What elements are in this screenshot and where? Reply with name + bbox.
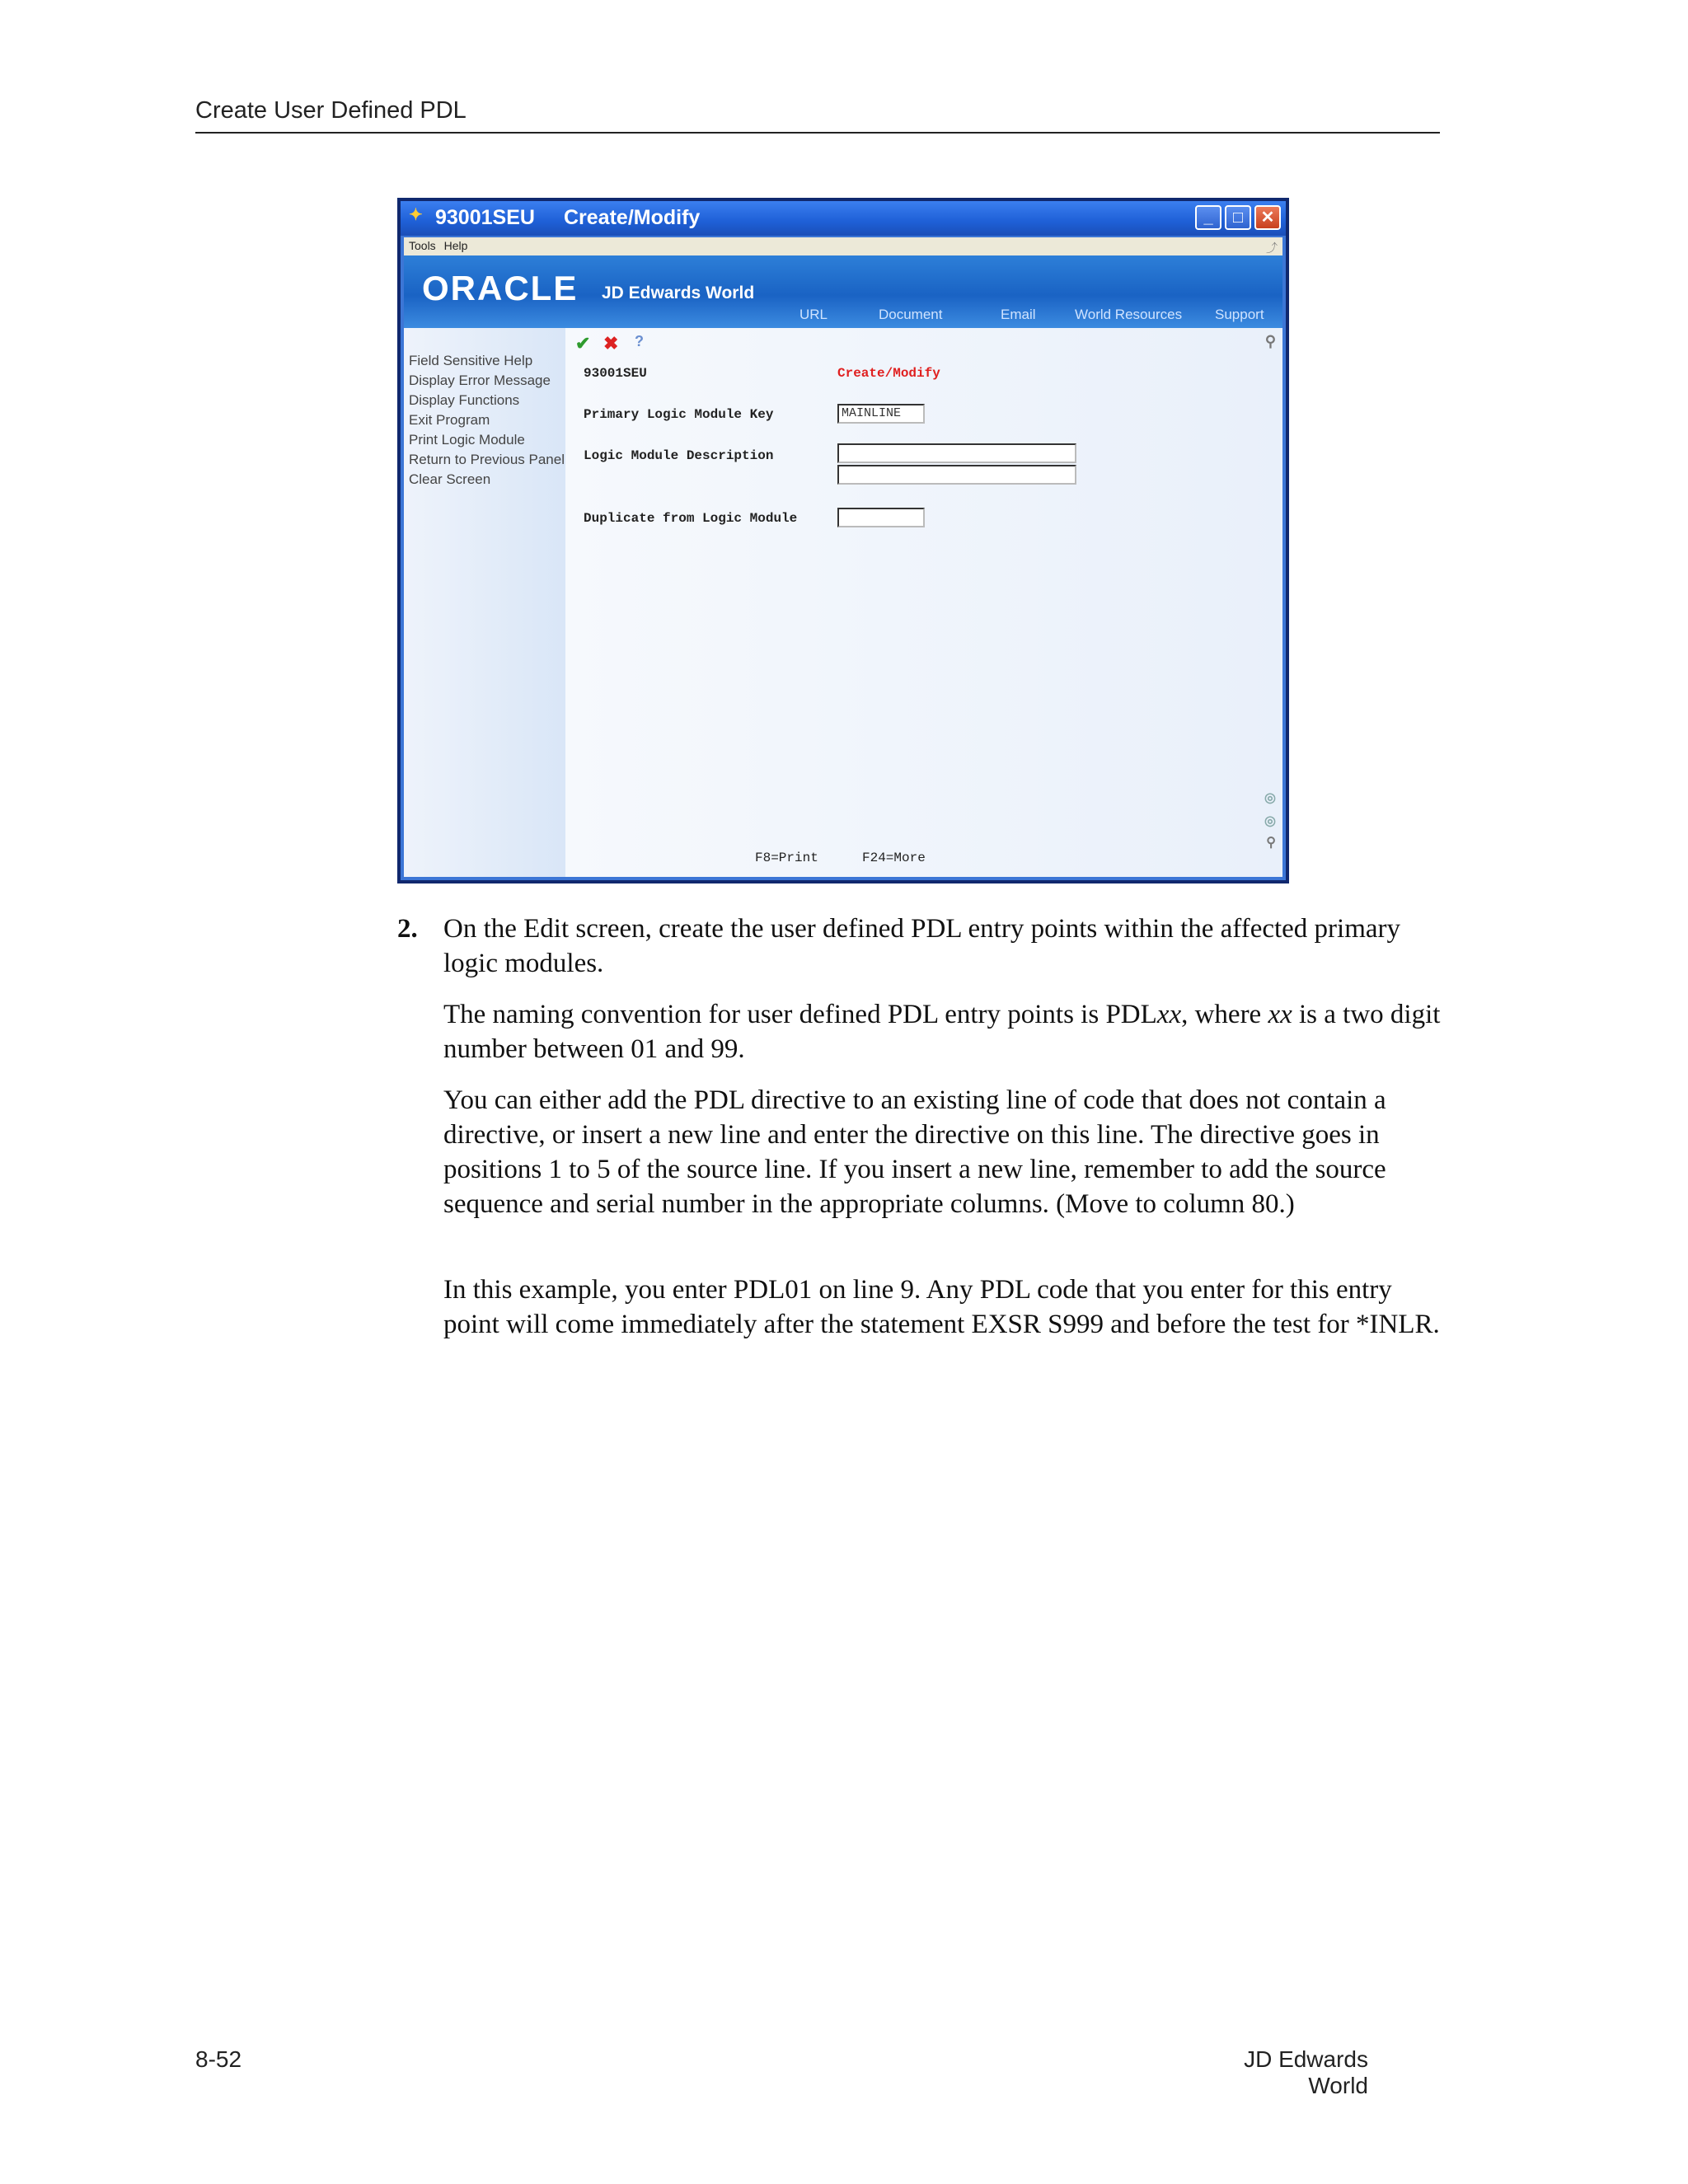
search-icon[interactable]: ⚲ bbox=[1264, 333, 1276, 349]
jde-brand: JD Edwards World bbox=[602, 284, 755, 302]
scroll-up-icon[interactable]: ◎ bbox=[1264, 791, 1276, 805]
ok-check-icon[interactable]: ✔ bbox=[575, 333, 591, 354]
app-icon: ✦ bbox=[409, 206, 423, 224]
duplicate-label: Duplicate from Logic Module bbox=[584, 511, 798, 526]
page-number: 8-52 bbox=[195, 2046, 242, 2072]
link-url[interactable]: URL bbox=[799, 307, 828, 322]
sidebar-item-error-message[interactable]: Display Error Message bbox=[409, 373, 551, 388]
naming-var-2: xx bbox=[1268, 1000, 1292, 1029]
sidebar-item-display-functions[interactable]: Display Functions bbox=[409, 392, 520, 408]
menu-help[interactable]: Help bbox=[443, 239, 468, 252]
close-icon[interactable]: ✕ bbox=[1254, 205, 1281, 230]
window-titlebar bbox=[401, 201, 1286, 236]
naming-post: is a two digit number between 01 and 99. bbox=[443, 1000, 1441, 1064]
sidebar-item-field-help[interactable]: Field Sensitive Help bbox=[409, 353, 533, 368]
scroll-down-icon[interactable]: ◎ bbox=[1264, 814, 1276, 828]
form-content bbox=[565, 328, 1282, 877]
app-window-screenshot bbox=[397, 198, 1289, 883]
naming-convention-paragraph bbox=[443, 997, 1449, 1066]
f24-more[interactable]: F24=More bbox=[862, 851, 926, 865]
sidebar-item-return[interactable]: Return to Previous Panel bbox=[409, 452, 565, 467]
screen-title: Create/Modify bbox=[837, 366, 940, 381]
window-title-name: Create/Modify bbox=[564, 206, 701, 229]
oracle-logo: ORACLE bbox=[422, 269, 579, 307]
cancel-x-icon[interactable]: ✖ bbox=[603, 333, 619, 354]
naming-pre: The naming convention for user defined PDL entry points is PDL bbox=[443, 1000, 1157, 1029]
minimize-icon[interactable]: _ bbox=[1195, 205, 1221, 230]
naming-mid: , where bbox=[1181, 1000, 1268, 1029]
sidebar-item-print-logic[interactable]: Print Logic Module bbox=[409, 432, 525, 448]
window-controls bbox=[1195, 205, 1281, 230]
footer-product: JD Edwards World bbox=[1244, 2046, 1368, 2098]
function-sidebar bbox=[404, 328, 565, 877]
menu-tools[interactable]: Tools bbox=[409, 239, 436, 252]
sidebar-item-clear-screen[interactable]: Clear Screen bbox=[409, 471, 491, 487]
program-id: 93001SEU bbox=[584, 366, 647, 381]
link-document[interactable]: Document bbox=[879, 307, 943, 322]
step-number: 2. bbox=[397, 914, 418, 944]
f8-print[interactable]: F8=Print bbox=[755, 851, 818, 865]
zoom-icon[interactable]: ⚲ bbox=[1266, 836, 1276, 850]
oracle-banner bbox=[404, 255, 1282, 328]
running-head-title: Create User Defined PDL bbox=[195, 97, 467, 124]
link-support[interactable]: Support bbox=[1215, 307, 1264, 322]
naming-var-1: xx bbox=[1156, 1000, 1182, 1029]
description-input-1[interactable] bbox=[837, 443, 1076, 463]
directive-paragraph: You can either add the PDL directive to an existing line of code that does not contain a directive, or insert a new line and enter the directive on this line. The directive goes in positions 1 to 5 of the source line. If you insert a new line, remember to add the source sequence and serial number in the appropriate columns. (Move to column 80.) bbox=[443, 1085, 1386, 1219]
help-question-icon[interactable]: ? bbox=[635, 333, 644, 349]
primary-key-label: Primary Logic Module Key bbox=[584, 407, 774, 422]
duplicate-input[interactable] bbox=[837, 508, 925, 527]
maximize-icon[interactable]: □ bbox=[1225, 205, 1251, 230]
description-label: Logic Module Description bbox=[584, 448, 774, 463]
link-email[interactable]: Email bbox=[1001, 307, 1036, 322]
example-paragraph: In this example, you enter PDL01 on line 9. Any PDL code that you enter for this entry point will come immediately after the statement EXSR S999 and before the test for *INLR. bbox=[443, 1275, 1440, 1339]
primary-key-input[interactable]: MAINLINE bbox=[837, 404, 925, 424]
step-text: On the Edit screen, create the user defined PDL entry points within the affected primary logic modules. bbox=[443, 914, 1401, 978]
pin-icon[interactable]: ⤴ bbox=[1266, 241, 1278, 255]
link-world-resources[interactable]: World Resources bbox=[1075, 307, 1183, 322]
menu-bar bbox=[404, 237, 1282, 255]
description-input-2[interactable] bbox=[837, 465, 1076, 485]
header-rule bbox=[195, 132, 1440, 134]
window-title-code: 93001SEU bbox=[435, 206, 535, 229]
sidebar-item-exit-program[interactable]: Exit Program bbox=[409, 412, 490, 428]
